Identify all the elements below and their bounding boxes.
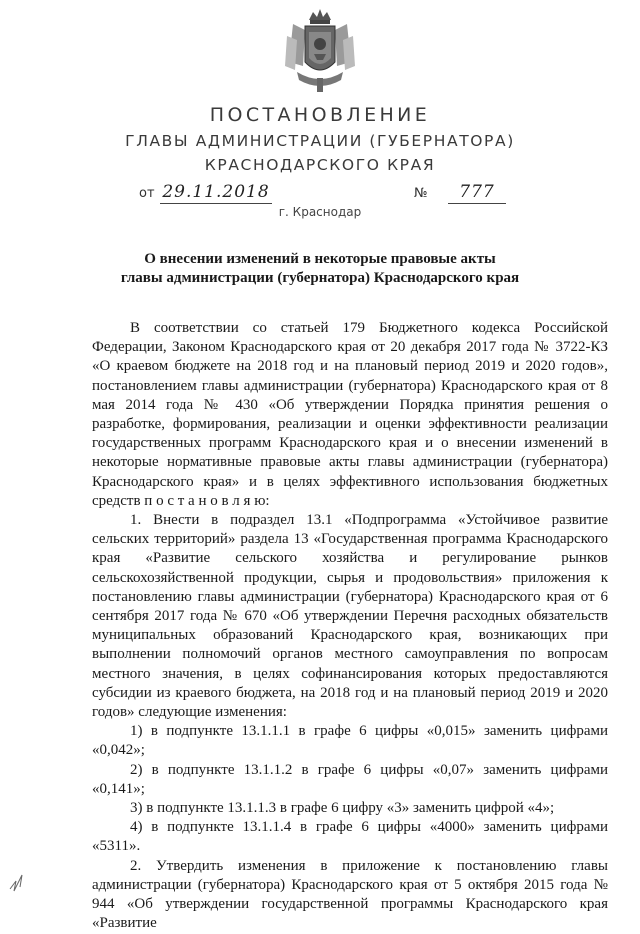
- region-line: КРАСНОДАРСКОГО КРАЯ: [204, 156, 436, 174]
- document-body: [92, 319, 608, 934]
- paragraph-preamble: В соответствии со статьей 179 Бюджетного кодекса Российской Федерации, Законом Краснодарского края от 20 декабря 2017 года № 3722-КЗ «О краевом бюджете на 2018 год и на плановый период 2019 и 2020 годов», постановлением главы администрации (губернатора) Краснодарского края от 8 мая 2014 года № 430 «Об утверждении Порядка принятия решения о разработке, формирования, реализации и оценки эффективности реализации государственных программ Краснодарского края и о внесении изменений в некоторые нормативные правовые акты главы администрации (губернатора) Краснодарского края» и в целях эффективного использования бюджетных средств п о с т а н о в л я ю:: [92, 320, 608, 509]
- paragraph-subitem-1: 1) в подпункте 13.1.1.1 в графе 6 цифры «0,015» заменить цифрами «0,042»;: [92, 723, 608, 759]
- number-label: №: [414, 186, 428, 201]
- handwritten-date: 29.11.2018: [160, 182, 272, 204]
- subject-line-2: главы администрации (губернатора) Краснодарского края: [120, 270, 520, 286]
- paragraph-subitem-4: 4) в подпункте 13.1.1.4 в графе 6 цифры «4000» заменить цифрами «5311».: [92, 819, 608, 855]
- issuer-line: ГЛАВЫ АДМИНИСТРАЦИИ (ГУБЕРНАТОРА): [125, 132, 515, 150]
- document-type-title: ПОСТАНОВЛЕНИЕ: [209, 104, 431, 126]
- city-line: г. Краснодар: [278, 205, 362, 219]
- paragraph-subitem-2: 2) в подпункте 13.1.1.2 в графе 6 цифры «0,07» заменить цифрами «0,141»;: [92, 761, 608, 797]
- date-prefix-label: от: [139, 186, 155, 201]
- paragraph-subitem-3: 3) в подпункте 13.1.1.3 в графе 6 цифру «3» заменить цифрой «4»;: [130, 800, 555, 817]
- subject-line-1: О внесении изменений в некоторые правовые акты: [144, 251, 496, 267]
- paragraph-item-1: 1. Внести в подраздел 13.1 «Подпрограмма «Устойчивое развитие сельских территорий» раздела 13 «Государственная программа Краснодарского края «Развитие сельского хозяйства и регулирование рынков сельскохозяйственной продукции, сырья и продовольствия» приложения к постановлению главы администрации (губернатора) Краснодарского края от 6 сентября 2017 года № 670 «Об утверждении Перечня расходных обязательств муниципальных образований Краснодарского края, возникающих при выполнении полномочий органов местного самоуправления по вопросам местного значения, в целях софинансирования которых предоставляются субсидии из краевого бюджета, на 2018 год и на плановый период 2019 и 2020 годов» следующие изменения:: [92, 512, 608, 721]
- handwritten-number: 777: [448, 182, 506, 204]
- paragraph-item-2: 2. Утвердить изменения в приложение к постановлению главы администрации (губернатора) Краснодарского края от 5 октября 2015 года № 944 «Об утверждении государственной программы Краснодарского края «Развитие: [92, 857, 608, 932]
- margin-mark: [8, 867, 30, 893]
- document-subject: [0, 250, 640, 288]
- coat-of-arms-icon: [283, 6, 357, 96]
- coat-of-arms-emblem: [283, 6, 357, 96]
